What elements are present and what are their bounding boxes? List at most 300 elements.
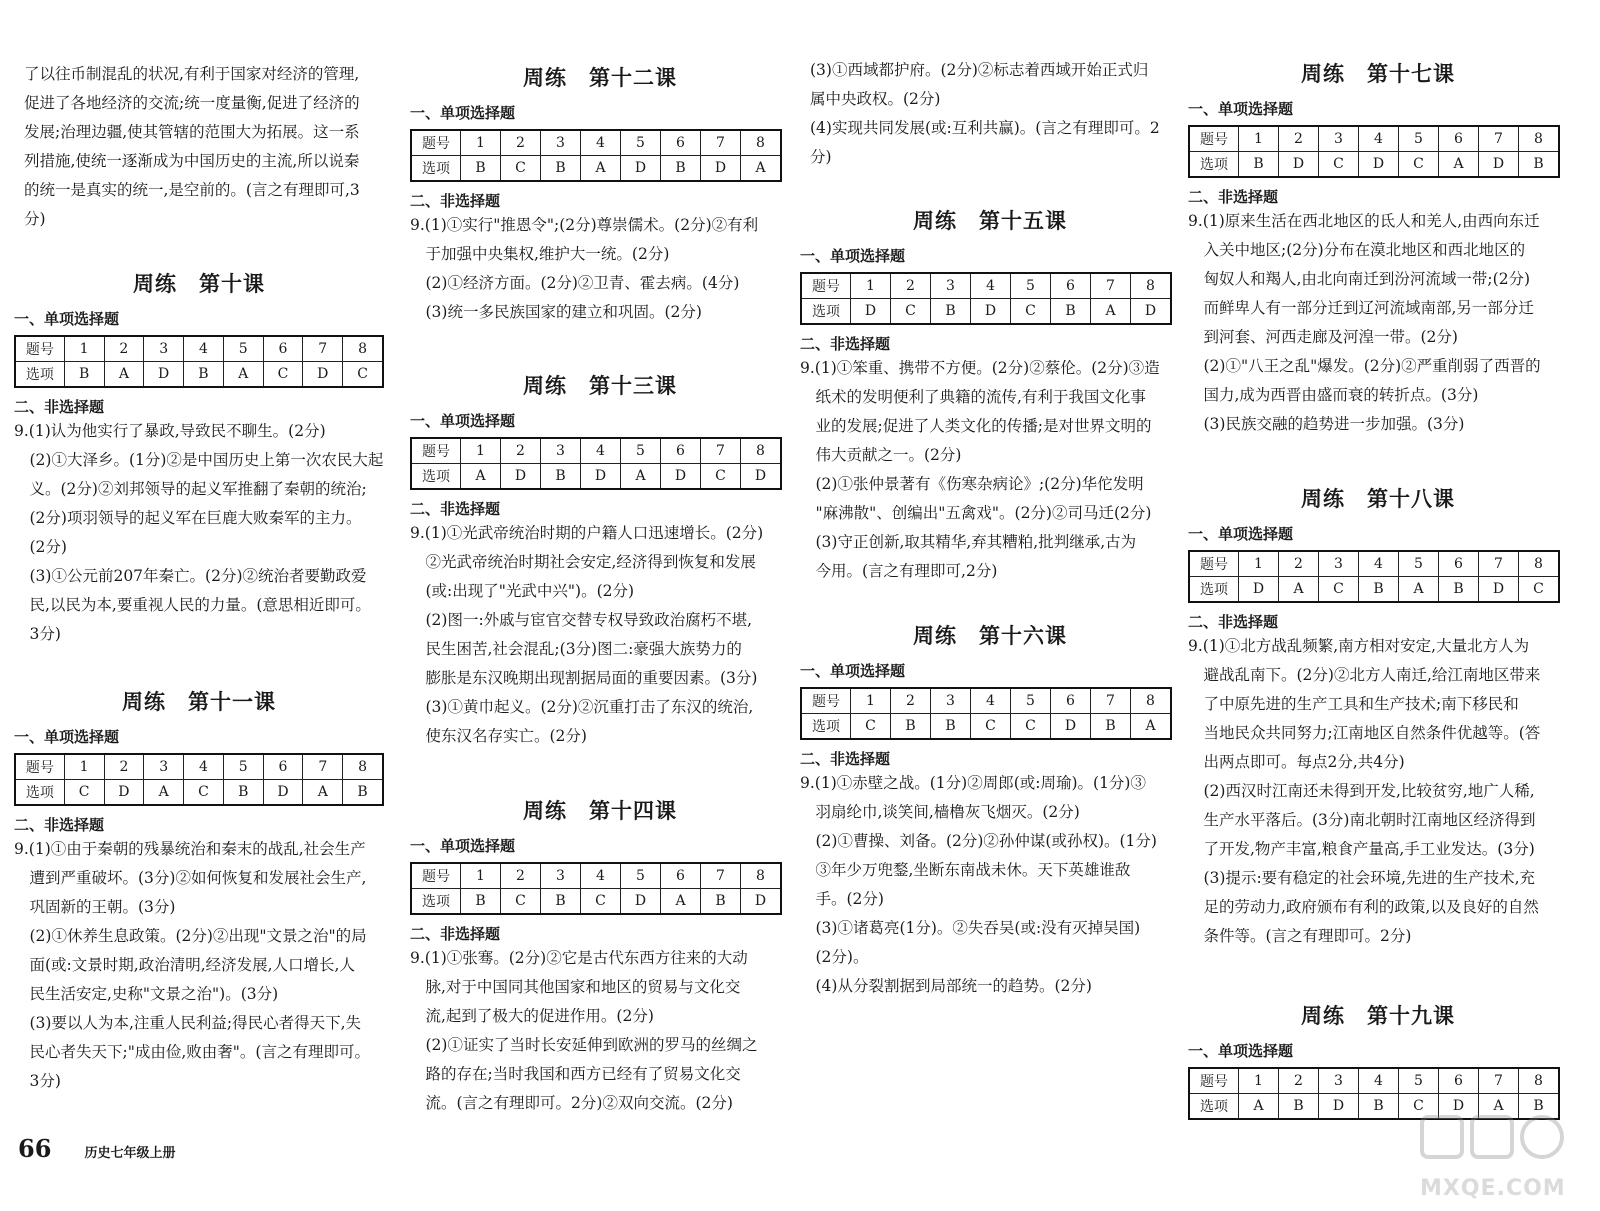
answer-choice: D xyxy=(661,464,701,490)
answer-line: 民,以民为本,要重视人民的力量。(意思相近即可。 xyxy=(14,596,371,614)
answer-line: 3分) xyxy=(14,625,61,643)
question-number: 8 xyxy=(741,130,782,156)
answer-choice: D xyxy=(581,464,621,490)
answer-line: 遭到严重破坏。(3分)②如何恢复和发展社会生产, xyxy=(14,869,367,887)
answer-choice: C xyxy=(1319,152,1359,178)
answer-choice: B xyxy=(661,156,701,182)
question-number: 7 xyxy=(701,438,741,464)
section-lesson-12 xyxy=(410,62,790,327)
section-lesson-11 xyxy=(14,686,384,1096)
answer-choice: A xyxy=(1479,1094,1519,1120)
intro-line: 的统一是真实的统一,是空前的。(言之有理即可,3 xyxy=(24,181,360,199)
question-number: 4 xyxy=(971,273,1011,299)
section-title: 周练 第十二课 xyxy=(523,66,677,90)
answer-line: 义。(2分)②刘邦领导的起义军推翻了秦朝的统治; xyxy=(14,480,367,498)
question-number: 4 xyxy=(184,336,224,362)
answer-choice: A xyxy=(1399,577,1439,603)
answer-line: 国力,成为西晋由盛而衰的转折点。(3分) xyxy=(1188,386,1479,404)
answer-lines xyxy=(14,835,384,1096)
answer-line: 9.(1)①光武帝统治时期的户籍人口迅速增长。(2分) xyxy=(410,524,764,542)
answer-lines xyxy=(1188,632,1568,951)
question-number: 8 xyxy=(741,438,782,464)
section-lesson-18 xyxy=(1188,483,1568,951)
question-number: 2 xyxy=(501,863,541,889)
answer-choice: D xyxy=(1359,152,1399,178)
watermark-text: MXQE.COM xyxy=(1420,1176,1566,1201)
question-number: 8 xyxy=(1519,126,1560,152)
answer-table xyxy=(410,437,790,490)
row-label: 题号 xyxy=(801,688,851,714)
section-lesson-13 xyxy=(410,370,790,751)
answer-choice: B xyxy=(931,714,971,740)
row-label: 选项 xyxy=(801,714,851,740)
answer-table xyxy=(410,862,790,915)
answer-choice: B xyxy=(223,780,263,806)
section-title: 周练 第十一课 xyxy=(122,690,276,714)
answer-choice: B xyxy=(1051,299,1091,325)
answer-choice: D xyxy=(621,889,661,915)
section-title: 周练 第十课 xyxy=(133,272,265,296)
row-label: 题号 xyxy=(15,336,64,362)
subheading-nonchoice: 二、非选择题 xyxy=(1188,613,1279,631)
answer-line: 足的劳动力,政府颁布有利的政策,以及良好的自然 xyxy=(1188,898,1539,916)
answer-choice: B xyxy=(1279,1094,1319,1120)
answer-choice: B xyxy=(541,156,581,182)
question-number: 6 xyxy=(1051,273,1091,299)
row-label: 选项 xyxy=(15,362,64,388)
answer-line: (2)①张仲景著有《伤寒杂病论》;(2分)华佗发明 xyxy=(800,475,1144,493)
question-number: 7 xyxy=(1091,273,1131,299)
answer-choice: C xyxy=(891,299,931,325)
answer-lines xyxy=(800,769,1180,1001)
row-label: 选项 xyxy=(411,464,461,490)
answer-line: 使东汉名存实亡。(2分) xyxy=(410,727,587,745)
question-number: 6 xyxy=(661,130,701,156)
answer-choice: D xyxy=(971,299,1011,325)
answer-choice: D xyxy=(303,362,343,388)
answer-choice: D xyxy=(1051,714,1091,740)
question-number: 7 xyxy=(1091,688,1131,714)
answer-choice: B xyxy=(1239,152,1279,178)
answer-choice: B xyxy=(931,299,971,325)
answer-row xyxy=(1189,152,1559,178)
question-number: 1 xyxy=(1239,126,1279,152)
answer-choice: C xyxy=(1319,577,1359,603)
answer-line: 手。(2分) xyxy=(800,890,884,908)
answer-line: 民生困苦,社会混乱;(3分)图二:豪强大族势力的 xyxy=(410,640,742,658)
answer-line: (3)守正创新,取其精华,弃其糟粕,批判继承,古为 xyxy=(800,533,1137,551)
answer-lines xyxy=(1188,207,1568,439)
row-label: 题号 xyxy=(1189,551,1239,577)
question-number: 7 xyxy=(303,336,343,362)
intro-line: 发展;治理边疆,使其管辖的范围大为拓展。这一系 xyxy=(24,123,360,141)
question-number: 7 xyxy=(701,130,741,156)
question-number: 8 xyxy=(1131,688,1172,714)
question-number: 3 xyxy=(541,130,581,156)
intro-text xyxy=(24,60,360,234)
answer-choice: B xyxy=(891,714,931,740)
row-label: 选项 xyxy=(1189,1094,1239,1120)
question-number: 5 xyxy=(1399,1068,1439,1094)
question-number: 4 xyxy=(581,863,621,889)
answer-row xyxy=(15,780,383,806)
question-number: 2 xyxy=(1279,551,1319,577)
subheading-choice: 一、单项选择题 xyxy=(410,104,516,122)
answer-choice: B xyxy=(184,362,224,388)
row-label: 选项 xyxy=(1189,152,1239,178)
question-number: 6 xyxy=(661,863,701,889)
subheading-choice: 一、单项选择题 xyxy=(14,728,120,746)
answer-line: 纸术的发明便利了典籍的流传,有利于我国文化事 xyxy=(800,388,1146,406)
question-number: 3 xyxy=(931,273,971,299)
question-number: 7 xyxy=(1479,126,1519,152)
answer-row xyxy=(411,464,781,490)
question-number-row xyxy=(411,863,781,889)
row-label: 题号 xyxy=(801,273,851,299)
answer-choice: C xyxy=(851,714,891,740)
question-number: 2 xyxy=(501,438,541,464)
answer-line: (2分) xyxy=(14,538,67,556)
answer-line: 到河套、河西走廊及河湟一带。(2分) xyxy=(1188,328,1458,346)
answer-choice: D xyxy=(621,156,661,182)
question-number: 2 xyxy=(104,754,144,780)
section-lesson-17 xyxy=(1188,58,1568,439)
answer-line: (或:出现了"光武中兴")。(2分) xyxy=(410,582,635,600)
answer-table xyxy=(1188,550,1568,603)
answer-table xyxy=(800,687,1180,740)
question-number: 5 xyxy=(1011,273,1051,299)
subheading-nonchoice: 二、非选择题 xyxy=(410,925,501,943)
row-label: 选项 xyxy=(1189,577,1239,603)
section-lesson-10 xyxy=(14,268,384,649)
answer-table xyxy=(14,753,384,806)
intro-line: (4)实现共同发展(或:互利共赢)。(言之有理即可。2 xyxy=(810,119,1160,137)
intro-line: 分) xyxy=(24,210,46,228)
book-title: 历史七年级上册 xyxy=(84,1146,176,1161)
answer-choice: B xyxy=(541,889,581,915)
answer-choice: C xyxy=(701,464,741,490)
subheading-choice: 一、单项选择题 xyxy=(410,412,516,430)
answer-choice: A xyxy=(303,780,343,806)
section-title: 周练 第十六课 xyxy=(913,624,1067,648)
answer-line: 9.(1)认为他实行了暴政,导致民不聊生。(2分) xyxy=(14,422,326,440)
question-number: 5 xyxy=(223,336,263,362)
row-label: 题号 xyxy=(411,438,461,464)
answer-choice: C xyxy=(263,362,303,388)
question-number: 6 xyxy=(263,336,303,362)
answer-line: 脉,对于中国同其他国家和地区的贸易与文化交 xyxy=(410,978,741,996)
answer-grid xyxy=(410,862,782,915)
question-number: 5 xyxy=(621,130,661,156)
answer-choice: D xyxy=(144,362,184,388)
answer-line: 而鲜卑人有一部分迁到辽河流域南部,另一部分迁 xyxy=(1188,299,1534,317)
question-number: 5 xyxy=(1011,688,1051,714)
answer-line: 巩固新的王朝。(3分) xyxy=(14,898,176,916)
question-number: 1 xyxy=(1239,1068,1279,1094)
row-label: 选项 xyxy=(411,889,461,915)
answer-choice: C xyxy=(1011,299,1051,325)
answer-line: 9.(1)①由于秦朝的残暴统治和秦末的战乱,社会生产 xyxy=(14,840,366,858)
question-number: 8 xyxy=(343,754,383,780)
answer-choice: A xyxy=(1131,714,1172,740)
answer-choice: A xyxy=(223,362,263,388)
answer-choice: B xyxy=(1091,714,1131,740)
answer-choice: C xyxy=(971,714,1011,740)
question-number: 4 xyxy=(581,130,621,156)
answer-choice: B xyxy=(1359,1094,1399,1120)
question-number: 4 xyxy=(1359,551,1399,577)
answer-line: (4)从分裂割据到局部统一的趋势。(2分) xyxy=(800,977,1092,995)
row-label: 题号 xyxy=(411,130,461,156)
answer-choice: B xyxy=(1359,577,1399,603)
question-number: 2 xyxy=(501,130,541,156)
watermark-logo-icon xyxy=(1420,1111,1570,1171)
answer-choice: A xyxy=(661,889,701,915)
answer-grid xyxy=(410,437,782,490)
subheading-choice: 一、单项选择题 xyxy=(1188,1042,1294,1060)
answer-line: (2)①曹操、刘备。(2分)②孙仲谋(或孙权)。(1分) xyxy=(800,832,1157,850)
question-number: 5 xyxy=(621,863,661,889)
answer-line: ②光武帝统治时期社会安定,经济得到恢复和发展 xyxy=(410,553,756,571)
intro-text xyxy=(810,56,1160,172)
question-number: 3 xyxy=(1319,551,1359,577)
intro-line: 列措施,使统一逐渐成为中国历史的主流,所以说秦 xyxy=(24,152,360,170)
question-number: 7 xyxy=(303,754,343,780)
answer-choice: A xyxy=(581,156,621,182)
answer-line: 业的发展;促进了人类文化的传播;是对世界文明的 xyxy=(800,417,1152,435)
answer-grid xyxy=(1188,125,1560,178)
answer-line: (2分)项羽领导的起义军在巨鹿大败秦军的主力。 xyxy=(14,509,362,527)
answer-line: 9.(1)①笨重、携带不方便。(2分)②蔡伦。(2分)③造 xyxy=(800,359,1160,377)
answer-line: 伟大贡献之一。(2分) xyxy=(800,446,962,464)
answer-line: 膨胀是东汉晚期出现割据局面的重要因素。(3分) xyxy=(410,669,758,687)
answer-choice: D xyxy=(1279,152,1319,178)
answer-line: "麻沸散"、创编出"五禽戏"。(2分)②司马迁(2分) xyxy=(800,504,1152,522)
answer-choice: A xyxy=(621,464,661,490)
section-lesson-19 xyxy=(1188,1000,1568,1120)
answer-line: 9.(1)①北方战乱频繁,南方相对安定,大量北方人为 xyxy=(1188,637,1530,655)
section-title: 周练 第十八课 xyxy=(1301,487,1455,511)
question-number: 6 xyxy=(1439,551,1479,577)
question-number-row xyxy=(1189,126,1559,152)
answer-row xyxy=(801,299,1171,325)
subheading-choice: 一、单项选择题 xyxy=(1188,525,1294,543)
answer-row xyxy=(411,889,781,915)
answer-line: 路的存在;当时我国和西方已经有了贸易文化交 xyxy=(410,1065,741,1083)
answer-line: 入关中地区;(2分)分布在漠北地区和西北地区的 xyxy=(1188,241,1526,259)
question-number: 5 xyxy=(223,754,263,780)
subheading-choice: 一、单项选择题 xyxy=(14,310,120,328)
answer-choice: C xyxy=(1399,1094,1439,1120)
question-number: 3 xyxy=(144,754,184,780)
question-number: 1 xyxy=(461,438,501,464)
answer-table xyxy=(410,129,790,182)
answer-choice: D xyxy=(741,889,782,915)
answer-choice: C xyxy=(184,780,224,806)
page-number: 66 xyxy=(18,1134,52,1163)
answer-choice: C xyxy=(501,889,541,915)
answer-choice: A xyxy=(741,156,782,182)
answer-choice: C xyxy=(64,780,104,806)
answer-choice: D xyxy=(501,464,541,490)
question-number-row xyxy=(15,754,383,780)
answer-line: 9.(1)①张骞。(2分)②它是古代东西方往来的大动 xyxy=(410,949,748,967)
question-number: 3 xyxy=(931,688,971,714)
answer-choice: B xyxy=(701,889,741,915)
subheading-choice: 一、单项选择题 xyxy=(800,662,906,680)
question-number: 3 xyxy=(1319,1068,1359,1094)
answer-line: 3分) xyxy=(14,1072,61,1090)
answer-line: (3)统一多民族国家的建立和巩固。(2分) xyxy=(410,303,702,321)
answer-choice: A xyxy=(461,464,501,490)
subheading-choice: 一、单项选择题 xyxy=(410,837,516,855)
answer-choice: C xyxy=(1519,577,1560,603)
answer-choice: C xyxy=(1011,714,1051,740)
question-number: 3 xyxy=(144,336,184,362)
question-number: 5 xyxy=(1399,551,1439,577)
answer-choice: D xyxy=(851,299,891,325)
answer-choice: B xyxy=(461,156,501,182)
answer-choice: A xyxy=(1279,577,1319,603)
answer-line: (2)①"八王之乱"爆发。(2分)②严重削弱了西晋的 xyxy=(1188,357,1541,375)
section-lesson-16 xyxy=(800,620,1180,1001)
answer-line: 9.(1)①赤壁之战。(1分)②周郎(或:周瑜)。(1分)③ xyxy=(800,774,1146,792)
answer-line: 了开发,物产丰富,粮食产量高,手工业发达。(3分) xyxy=(1188,840,1535,858)
answer-line: (3)民族交融的趋势进一步加强。(3分) xyxy=(1188,415,1465,433)
watermark xyxy=(1420,1111,1570,1201)
row-label: 选项 xyxy=(801,299,851,325)
answer-choice: B xyxy=(1519,152,1560,178)
question-number: 7 xyxy=(1479,1068,1519,1094)
answer-choice: C xyxy=(581,889,621,915)
answer-line: 9.(1)①实行"推恩令";(2分)尊崇儒术。(2分)②有利 xyxy=(410,216,759,234)
answer-choice: D xyxy=(263,780,303,806)
subheading-nonchoice: 二、非选择题 xyxy=(800,335,891,353)
subheading-nonchoice: 二、非选择题 xyxy=(14,398,105,416)
answer-choice: D xyxy=(1319,1094,1359,1120)
answer-choice: D xyxy=(1479,577,1519,603)
question-number: 8 xyxy=(1519,1068,1560,1094)
section-title: 周练 第十九课 xyxy=(1301,1004,1455,1028)
question-number-row xyxy=(801,273,1171,299)
intro-line: 属中央政权。(2分) xyxy=(810,90,941,108)
answer-lines xyxy=(410,944,790,1118)
subheading-nonchoice: 二、非选择题 xyxy=(1188,188,1279,206)
question-number: 3 xyxy=(541,863,581,889)
answer-grid xyxy=(1188,550,1560,603)
answer-choice: B xyxy=(64,362,104,388)
answer-table xyxy=(1188,125,1568,178)
question-number: 2 xyxy=(104,336,144,362)
answer-choice: D xyxy=(1439,1094,1479,1120)
answer-lines xyxy=(800,354,1180,586)
intro-line: 了以往币制混乱的状况,有利于国家对经济的管理, xyxy=(24,65,360,83)
question-number: 3 xyxy=(1319,126,1359,152)
row-label: 题号 xyxy=(411,863,461,889)
question-number: 2 xyxy=(891,273,931,299)
answer-line: 流。(言之有理即可。2分)②双向交流。(2分) xyxy=(410,1094,733,1112)
answer-lines xyxy=(410,211,790,327)
row-label: 选项 xyxy=(411,156,461,182)
section-title: 周练 第十三课 xyxy=(523,374,677,398)
answer-row xyxy=(15,362,383,388)
answer-line: (2)①休养生息政策。(2分)②出现"文景之治"的局 xyxy=(14,927,367,945)
answer-choice: B xyxy=(1519,1094,1560,1120)
question-number: 7 xyxy=(1479,551,1519,577)
answer-line: 9.(1)原来生活在西北地区的氐人和羌人,由西向东迁 xyxy=(1188,212,1540,230)
answer-choice: C xyxy=(1399,152,1439,178)
question-number: 4 xyxy=(1359,1068,1399,1094)
section-title: 周练 第十五课 xyxy=(913,209,1067,233)
answer-line: (3)①公元前207年秦亡。(2分)②统治者要勤政爱 xyxy=(14,567,367,585)
answer-choice: B xyxy=(461,889,501,915)
question-number: 2 xyxy=(1279,1068,1319,1094)
answer-line: (3)要以人为本,注重人民利益;得民心者得天下,失 xyxy=(14,1014,362,1032)
answer-line: (2)西汉时江南还未得到开发,比较贫穷,地广人稀, xyxy=(1188,782,1535,800)
question-number-row xyxy=(1189,1068,1559,1094)
subheading-nonchoice: 二、非选择题 xyxy=(800,750,891,768)
answer-line: (3)①诸葛亮(1分)。②失吞吴(或:没有灭掉吴国) xyxy=(800,919,1141,937)
question-number: 4 xyxy=(1359,126,1399,152)
answer-line: (3)提示:要有稳定的社会环境,先进的生产技术,充 xyxy=(1188,869,1536,887)
question-number-row xyxy=(1189,551,1559,577)
answer-grid xyxy=(14,335,384,388)
intro-line: (3)①西域都护府。(2分)②标志着西域开始正式归 xyxy=(810,61,1149,79)
question-number: 8 xyxy=(343,336,383,362)
answer-row xyxy=(801,714,1171,740)
question-number-row xyxy=(15,336,383,362)
row-label: 题号 xyxy=(1189,126,1239,152)
answer-line: 了中原先进的生产工具和生产技术;南下移民和 xyxy=(1188,695,1519,713)
answer-grid xyxy=(800,272,1172,325)
answer-choice: A xyxy=(144,780,184,806)
question-number: 1 xyxy=(461,863,501,889)
answer-choice: C xyxy=(501,156,541,182)
answer-row xyxy=(411,156,781,182)
subheading-choice: 一、单项选择题 xyxy=(1188,100,1294,118)
question-number: 1 xyxy=(461,130,501,156)
question-number: 6 xyxy=(1051,688,1091,714)
row-label: 题号 xyxy=(15,754,64,780)
answer-line: 民生活安定,史称"文景之治")。(3分) xyxy=(14,985,279,1003)
answer-choice: D xyxy=(1479,152,1519,178)
answer-choice: D xyxy=(741,464,782,490)
section-lesson-15 xyxy=(800,205,1180,586)
answer-line: 于加强中央集权,维护大一统。(2分) xyxy=(410,245,670,263)
question-number-row xyxy=(411,130,781,156)
intro-line: 促进了各地经济的交流;统一度量衡,促进了经济的 xyxy=(24,94,360,112)
question-number: 8 xyxy=(1519,551,1560,577)
question-number: 2 xyxy=(891,688,931,714)
question-number: 7 xyxy=(701,863,741,889)
question-number: 4 xyxy=(184,754,224,780)
question-number: 8 xyxy=(1131,273,1172,299)
question-number: 4 xyxy=(971,688,1011,714)
answer-grid xyxy=(800,687,1172,740)
answer-choice: C xyxy=(343,362,383,388)
answer-choice: A xyxy=(1091,299,1131,325)
answer-grid xyxy=(410,129,782,182)
question-number: 1 xyxy=(851,688,891,714)
answer-lines xyxy=(14,417,384,649)
question-number: 6 xyxy=(1439,1068,1479,1094)
question-number: 8 xyxy=(741,863,782,889)
answer-line: 当地民众共同努力;江南地区自然条件优越等。(答 xyxy=(1188,724,1541,742)
question-number-row xyxy=(801,688,1171,714)
subheading-nonchoice: 二、非选择题 xyxy=(410,500,501,518)
answer-choice: B xyxy=(343,780,383,806)
answer-table xyxy=(800,272,1180,325)
